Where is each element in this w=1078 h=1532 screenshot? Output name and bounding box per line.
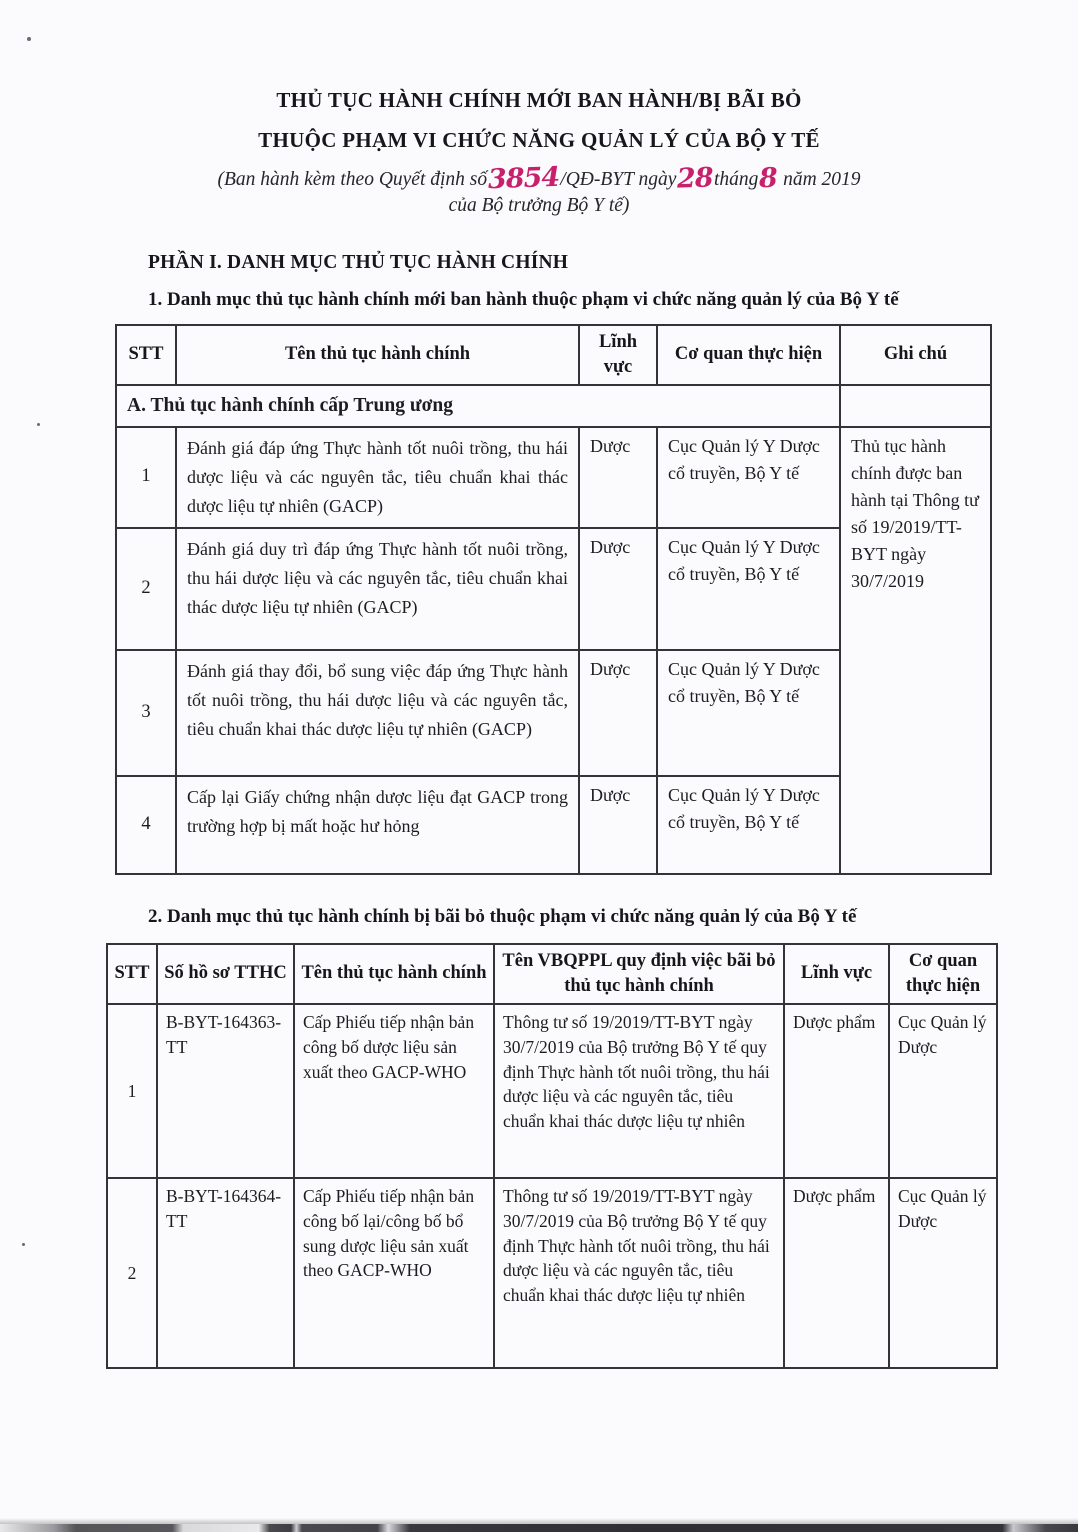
table1-header-row: [116, 325, 991, 385]
section2-heading: 2. Danh mục thủ tục hành chính bị bãi bỏ thuộc phạm vi chức năng quản lý của Bộ Y tế: [148, 905, 857, 927]
table2-row2-stt: 2: [107, 1178, 157, 1368]
scan-speck: [22, 1243, 25, 1246]
table1-group-label: A. Thủ tục hành chính cấp Trung ương: [116, 385, 840, 427]
table1-row1-field: Dược: [579, 427, 657, 528]
table2-header-name: Tên thủ tục hành chính: [294, 944, 494, 1004]
table2-row1-field: Dược phẩm: [784, 1004, 889, 1178]
issue-note-line2: của Bộ trưởng Bộ Y tế): [448, 195, 630, 216]
issue-note-mid1: /QĐ-BYT ngày: [560, 169, 677, 190]
table2-header-row: [107, 944, 997, 1004]
table1-merged-note: Thủ tục hành chính được ban hành tại Thông tư số 19/2019/TT-BYT ngày 30/7/2019: [840, 427, 991, 874]
table-new-procedures: [115, 324, 992, 875]
handwritten-decision-number: 3854: [487, 161, 560, 196]
issue-note-prefix: (Ban hành kèm theo Quyết định số: [217, 169, 488, 190]
table1-row4-agency: Cục Quản lý Y Dược cổ truyền, Bộ Y tế: [657, 776, 840, 874]
table1-row3-field: Dược: [579, 650, 657, 776]
scan-bottom-edge: [0, 1524, 1078, 1532]
table1-header-agency: Cơ quan thực hiện: [657, 325, 840, 385]
table2-row2-agency: Cục Quản lý Dược: [889, 1178, 997, 1368]
table2-row1-stt: 1: [107, 1004, 157, 1178]
table2-row2-dossier: B-BYT-164364-TT: [157, 1178, 294, 1368]
table2-header-dossier: Số hồ sơ TTHC: [157, 944, 294, 1004]
table1-row3-agency: Cục Quản lý Y Dược cổ truyền, Bộ Y tế: [657, 650, 840, 776]
table1-row2-agency: Cục Quản lý Y Dược cổ truyền, Bộ Y tế: [657, 528, 840, 650]
document-header: [0, 80, 1078, 218]
table2-row2-vbqppl: Thông tư số 19/2019/TT-BYT ngày 30/7/2019 của Bộ trưởng Bộ Y tế quy định Thực hành tốt nuôi trồng, thu hái dược liệu và các nguyên tắc, tiêu chuẩn khai thác dược liệu tự nhiên: [494, 1178, 784, 1368]
handwritten-month: 8: [758, 162, 778, 195]
table1-header-note: Ghi chú: [840, 325, 991, 385]
table2-header-field: Lĩnh vực: [784, 944, 889, 1004]
issue-note-suffix: năm 2019: [778, 169, 861, 190]
table2-row2-field: Dược phẩm: [784, 1178, 889, 1368]
document-title-line1: THỦ TỤC HÀNH CHÍNH MỚI BAN HÀNH/BỊ BÃI BỎ: [276, 88, 802, 112]
table2-header-vbqppl: Tên VBQPPL quy định việc bãi bỏ thủ tục hành chính: [494, 944, 784, 1004]
issue-note-line1: [0, 161, 1078, 196]
table2-row1-dossier: B-BYT-164363-TT: [157, 1004, 294, 1178]
table1-row4-stt: 4: [116, 776, 176, 874]
table2-row2-name: Cấp Phiếu tiếp nhận bản công bố lại/công bố bổ sung dược liệu sản xuất theo GACP-WHO: [294, 1178, 494, 1368]
table1-header-field: Lĩnh vực: [579, 325, 657, 385]
table1-group-note-cell: [840, 385, 991, 427]
table2-header-stt: STT: [107, 944, 157, 1004]
table2-row1-vbqppl: Thông tư số 19/2019/TT-BYT ngày 30/7/2019 của Bộ trưởng Bộ Y tế quy định Thực hành tốt nuôi trồng, thu hái dược liệu và các nguyên tắc, tiêu chuẩn khai thác dược liệu tự nhiên: [494, 1004, 784, 1178]
table1-row2-name: Đánh giá duy trì đáp ứng Thực hành tốt nuôi trồng, thu hái dược liệu và các nguyên tắc, tiêu chuẩn khai thác dược liệu tự nhiên (GACP): [176, 528, 579, 650]
scan-speck: [27, 37, 31, 41]
table1-header-stt: STT: [116, 325, 176, 385]
table-row: [116, 427, 991, 528]
table1-header-name: Tên thủ tục hành chính: [176, 325, 579, 385]
table1-row3-stt: 3: [116, 650, 176, 776]
table2-header-agency: Cơ quan thực hiện: [889, 944, 997, 1004]
table1-group-row: [116, 385, 991, 427]
table-row: [107, 1178, 997, 1368]
table1-row1-name: Đánh giá đáp ứng Thực hành tốt nuôi trồng, thu hái dược liệu và các nguyên tắc, tiêu chuẩn khai thác dược liệu tự nhiên (GACP): [176, 427, 579, 528]
table1-row4-name: Cấp lại Giấy chứng nhận dược liệu đạt GACP trong trường hợp bị mất hoặc hư hỏng: [176, 776, 579, 874]
table2-row1-name: Cấp Phiếu tiếp nhận bản công bố dược liệu sản xuất theo GACP-WHO: [294, 1004, 494, 1178]
document-title-line2: THUỘC PHẠM VI CHỨC NĂNG QUẢN LÝ CỦA BỘ Y TẾ: [258, 128, 820, 152]
table-row: [107, 1004, 997, 1178]
table1-row3-name: Đánh giá thay đổi, bổ sung việc đáp ứng Thực hành tốt nuôi trồng, thu hái dược liệu và các nguyên tắc, tiêu chuẩn khai thác dược liệu tự nhiên (GACP): [176, 650, 579, 776]
table-abolished-procedures: [106, 943, 998, 1369]
table1-row4-field: Dược: [579, 776, 657, 874]
issue-note-mid2: tháng: [713, 169, 759, 190]
handwritten-day: 28: [676, 162, 714, 195]
table1-row2-field: Dược: [579, 528, 657, 650]
part-heading: PHẦN I. DANH MỤC THỦ TỤC HÀNH CHÍNH: [148, 252, 569, 273]
table1-row2-stt: 2: [116, 528, 176, 650]
table2-row1-agency: Cục Quản lý Dược: [889, 1004, 997, 1178]
table1-row1-stt: 1: [116, 427, 176, 528]
section1-heading: 1. Danh mục thủ tục hành chính mới ban hành thuộc phạm vi chức năng quản lý của Bộ Y tế: [148, 289, 899, 310]
scan-speck: [37, 423, 40, 426]
table1-row1-agency: Cục Quản lý Y Dược cổ truyền, Bộ Y tế: [657, 427, 840, 528]
